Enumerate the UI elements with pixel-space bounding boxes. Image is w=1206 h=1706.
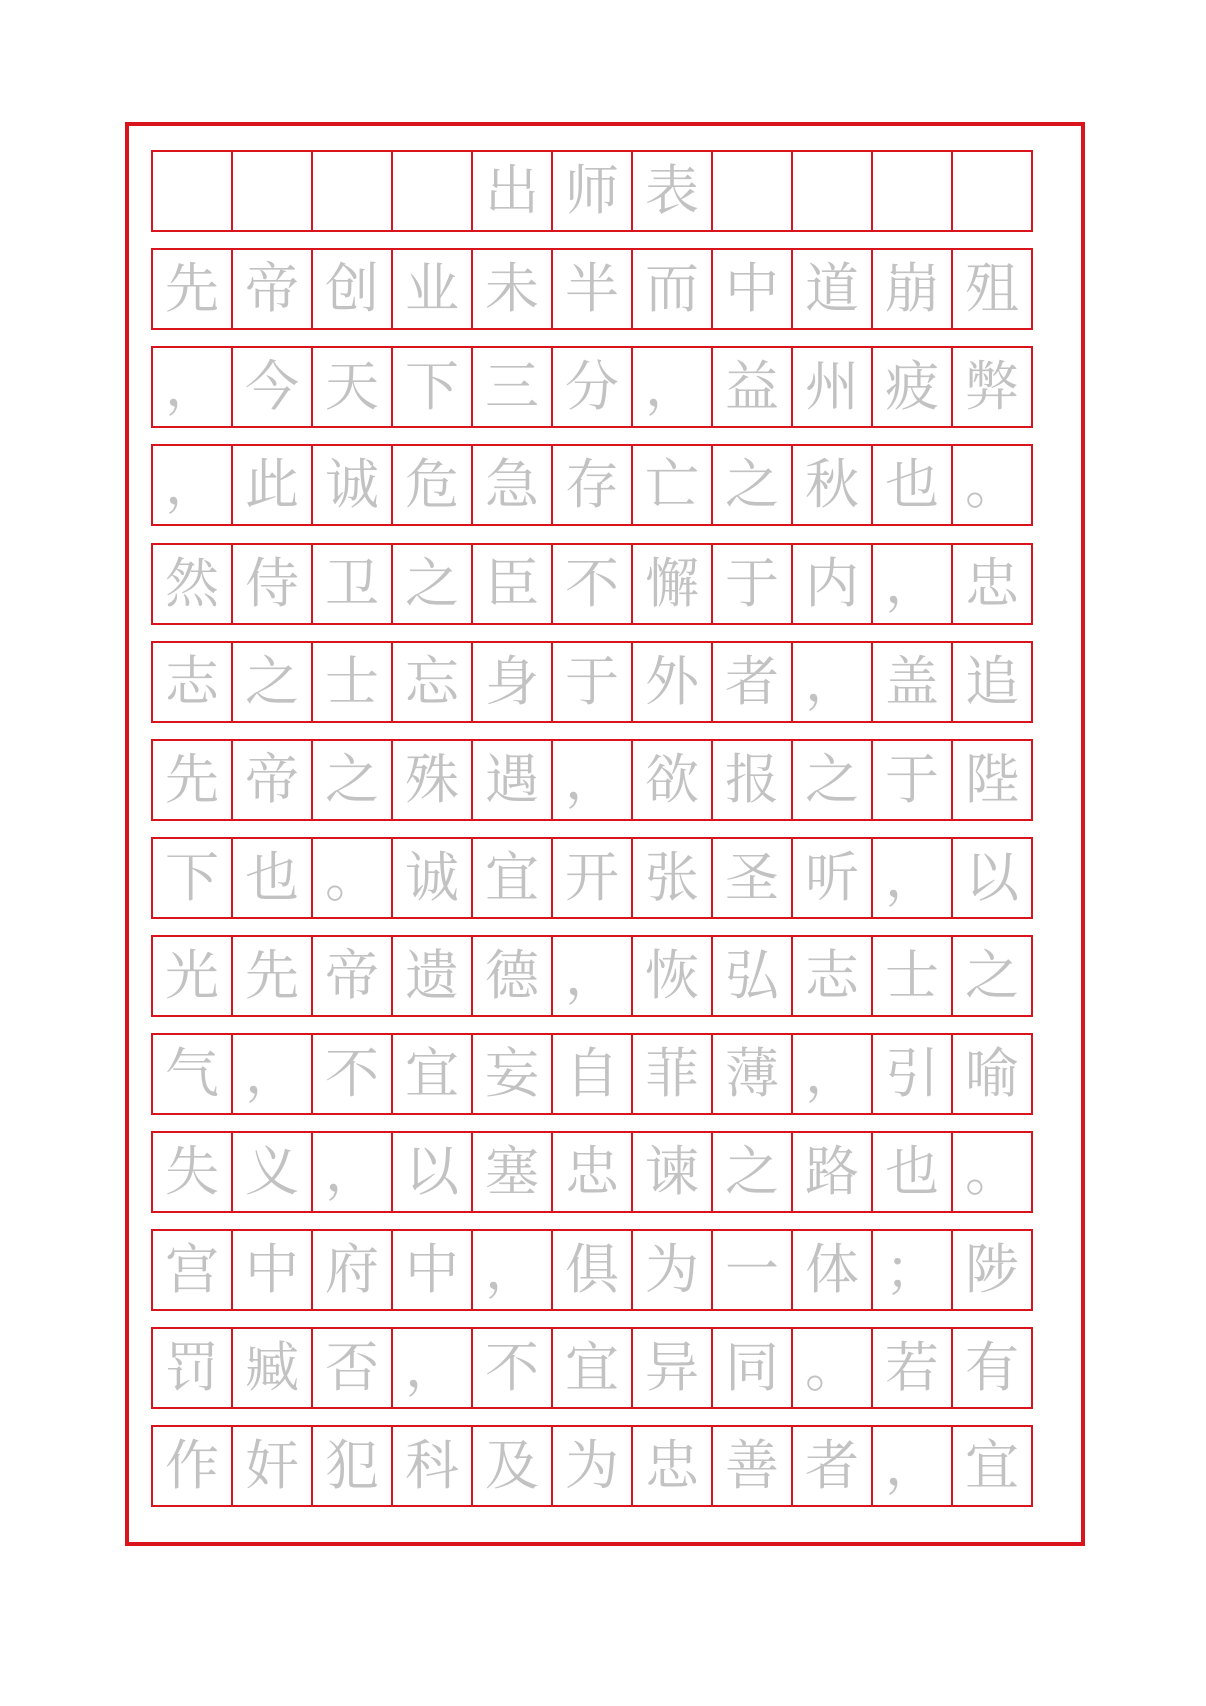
character-cell: 义 [231, 1131, 313, 1213]
character-cell: 三 [471, 346, 553, 428]
character-cell: 之 [391, 543, 473, 625]
title-row [151, 150, 1033, 232]
character-cell: 士 [311, 641, 393, 723]
character-cell: 先 [231, 935, 313, 1017]
character-cell: 表 [631, 150, 713, 232]
character-cell: ， [471, 1229, 553, 1311]
character-cell: 内 [791, 543, 873, 625]
character-cell: 追 [951, 641, 1033, 723]
character-cell: 外 [631, 641, 713, 723]
character-cell: 妄 [471, 1033, 553, 1115]
character-cell: 报 [711, 739, 793, 821]
character-cell: ， [151, 346, 233, 428]
character-cell: 科 [391, 1425, 473, 1507]
character-cell: 不 [551, 543, 633, 625]
character-cell: 塞 [471, 1131, 553, 1213]
character-cell: 否 [311, 1327, 393, 1409]
character-cell: 也 [871, 444, 953, 526]
character-cell: ， [871, 837, 953, 919]
character-cell: 天 [311, 346, 393, 428]
character-cell: ， [551, 935, 633, 1017]
text-row [151, 935, 1033, 1017]
character-cell: 下 [391, 346, 473, 428]
character-cell: 开 [551, 837, 633, 919]
character-cell: 遇 [471, 739, 553, 821]
character-cell: 宜 [951, 1425, 1033, 1507]
character-cell: 。 [951, 444, 1033, 526]
character-cell: 殂 [951, 248, 1033, 330]
character-cell: 恢 [631, 935, 713, 1017]
character-cell: 圣 [711, 837, 793, 919]
character-cell: 为 [551, 1425, 633, 1507]
character-cell: 听 [791, 837, 873, 919]
character-cell: 之 [311, 739, 393, 821]
character-cell: 分 [551, 346, 633, 428]
character-cell: 有 [951, 1327, 1033, 1409]
character-cell: 于 [551, 641, 633, 723]
character-cell: 卫 [311, 543, 393, 625]
text-row [151, 641, 1033, 723]
character-cell: 道 [791, 248, 873, 330]
character-cell: 宜 [551, 1327, 633, 1409]
character-cell: 奸 [231, 1425, 313, 1507]
empty-cell [151, 150, 233, 232]
character-cell: 志 [791, 935, 873, 1017]
character-cell: 宫 [151, 1229, 233, 1311]
character-cell: 谏 [631, 1131, 713, 1213]
character-cell: 路 [791, 1131, 873, 1213]
character-cell: 诚 [311, 444, 393, 526]
character-cell: 中 [391, 1229, 473, 1311]
character-cell: ， [391, 1327, 473, 1409]
character-cell: 而 [631, 248, 713, 330]
text-row [151, 739, 1033, 821]
empty-cell [391, 150, 473, 232]
character-cell: 州 [791, 346, 873, 428]
character-cell: 出 [471, 150, 553, 232]
character-cell: 为 [631, 1229, 713, 1311]
text-row [151, 1425, 1033, 1507]
character-cell: 者 [711, 641, 793, 723]
character-cell: ， [631, 346, 713, 428]
character-cell: 先 [151, 739, 233, 821]
text-row [151, 543, 1033, 625]
character-cell: ， [871, 543, 953, 625]
character-cell: 犯 [311, 1425, 393, 1507]
empty-cell [231, 150, 313, 232]
character-cell: 自 [551, 1033, 633, 1115]
character-cell: 欲 [631, 739, 713, 821]
character-cell: 之 [951, 935, 1033, 1017]
character-cell: 师 [551, 150, 633, 232]
character-cell: 引 [871, 1033, 953, 1115]
character-cell: 于 [871, 739, 953, 821]
character-cell: 宜 [471, 837, 553, 919]
character-cell: 忠 [631, 1425, 713, 1507]
character-cell: 及 [471, 1425, 553, 1507]
character-cell: 中 [231, 1229, 313, 1311]
character-cell: 作 [151, 1425, 233, 1507]
character-cell: 此 [231, 444, 313, 526]
character-cell: 急 [471, 444, 553, 526]
character-cell: 。 [791, 1327, 873, 1409]
character-cell: 薄 [711, 1033, 793, 1115]
empty-cell [711, 150, 793, 232]
character-cell: 帝 [231, 739, 313, 821]
character-cell: 宜 [391, 1033, 473, 1115]
character-cell: 陟 [951, 1229, 1033, 1311]
empty-cell [871, 150, 953, 232]
character-cell: 危 [391, 444, 473, 526]
character-cell: ； [871, 1229, 953, 1311]
character-cell: 于 [711, 543, 793, 625]
character-cell: 忠 [951, 543, 1033, 625]
character-cell: 若 [871, 1327, 953, 1409]
character-cell: 者 [791, 1425, 873, 1507]
character-cell: 今 [231, 346, 313, 428]
character-cell: 诚 [391, 837, 473, 919]
character-cell: ， [551, 739, 633, 821]
character-cell: 同 [711, 1327, 793, 1409]
character-cell: 存 [551, 444, 633, 526]
text-row [151, 346, 1033, 428]
empty-cell [791, 150, 873, 232]
character-cell: 然 [151, 543, 233, 625]
character-cell: 之 [711, 444, 793, 526]
character-cell: 罚 [151, 1327, 233, 1409]
character-cell: 业 [391, 248, 473, 330]
character-cell: 臧 [231, 1327, 313, 1409]
character-cell: 。 [951, 1131, 1033, 1213]
empty-cell [951, 150, 1033, 232]
character-cell: 帝 [311, 935, 393, 1017]
character-cell: 秋 [791, 444, 873, 526]
character-cell: ， [871, 1425, 953, 1507]
character-cell: 不 [311, 1033, 393, 1115]
character-cell: 之 [791, 739, 873, 821]
character-cell: ， [791, 641, 873, 723]
character-cell: ， [231, 1033, 313, 1115]
character-cell: 不 [471, 1327, 553, 1409]
character-cell: 志 [151, 641, 233, 723]
character-cell: 。 [311, 837, 393, 919]
character-cell: 张 [631, 837, 713, 919]
text-row [151, 837, 1033, 919]
character-cell: 帝 [231, 248, 313, 330]
character-cell: 崩 [871, 248, 953, 330]
character-cell: 懈 [631, 543, 713, 625]
character-cell: 以 [391, 1131, 473, 1213]
character-cell: 也 [231, 837, 313, 919]
character-cell: 遗 [391, 935, 473, 1017]
character-cell: ， [791, 1033, 873, 1115]
character-cell: 半 [551, 248, 633, 330]
character-cell: 先 [151, 248, 233, 330]
character-cell: 侍 [231, 543, 313, 625]
character-cell: 身 [471, 641, 553, 723]
character-cell: 弘 [711, 935, 793, 1017]
character-cell: 异 [631, 1327, 713, 1409]
character-cell: 臣 [471, 543, 553, 625]
text-row [151, 1229, 1033, 1311]
character-cell: 以 [951, 837, 1033, 919]
character-cell: 盖 [871, 641, 953, 723]
character-cell: 陛 [951, 739, 1033, 821]
character-cell: 也 [871, 1131, 953, 1213]
character-cell: 一 [711, 1229, 793, 1311]
character-cell: 俱 [551, 1229, 633, 1311]
character-cell: ， [311, 1131, 393, 1213]
character-cell: 光 [151, 935, 233, 1017]
character-cell: 弊 [951, 346, 1033, 428]
text-row [151, 248, 1033, 330]
character-cell: 忠 [551, 1131, 633, 1213]
character-cell: 下 [151, 837, 233, 919]
character-cell: 失 [151, 1131, 233, 1213]
character-cell: 殊 [391, 739, 473, 821]
character-cell: 府 [311, 1229, 393, 1311]
character-cell: 创 [311, 248, 393, 330]
character-cell: 士 [871, 935, 953, 1017]
text-row [151, 444, 1033, 526]
character-cell: 菲 [631, 1033, 713, 1115]
character-cell: 体 [791, 1229, 873, 1311]
text-row [151, 1033, 1033, 1115]
character-cell: 未 [471, 248, 553, 330]
character-cell: 亡 [631, 444, 713, 526]
character-cell: 之 [231, 641, 313, 723]
character-cell: 善 [711, 1425, 793, 1507]
character-cell: 气 [151, 1033, 233, 1115]
character-cell: 疲 [871, 346, 953, 428]
character-cell: 德 [471, 935, 553, 1017]
text-row [151, 1131, 1033, 1213]
character-cell: 益 [711, 346, 793, 428]
character-cell: 中 [711, 248, 793, 330]
character-cell: 之 [711, 1131, 793, 1213]
character-cell: 忘 [391, 641, 473, 723]
text-row [151, 1327, 1033, 1409]
empty-cell [311, 150, 393, 232]
character-cell: ， [151, 444, 233, 526]
character-cell: 喻 [951, 1033, 1033, 1115]
